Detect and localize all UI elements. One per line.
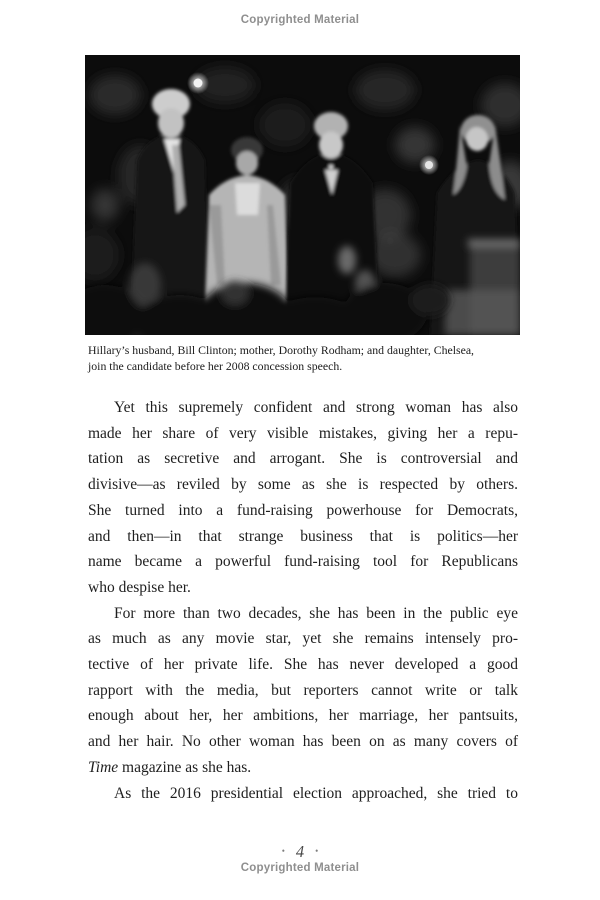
text-line: as much as any movie star, yet she remains intensely pro- [88, 630, 518, 648]
footer-dot-right: • [315, 846, 319, 856]
photo-caption-line: Hillary’s husband, Bill Clinton; mother, Dorothy Rodham; and daughter, Chelsea, [88, 343, 475, 357]
text-line: enough about her, her ambitions, her marriage, her pantsuits, [88, 707, 518, 725]
paragraph [88, 395, 518, 601]
text-line: Time magazine as she has. [88, 758, 252, 776]
page-number: 4 [295, 842, 305, 861]
text-line: For more than two decades, she has been in the public eye [114, 604, 518, 622]
text-line: and her hair. No other woman has been on as many covers of [88, 733, 518, 751]
text-line: name became a powerful fund-raising tool for Republicans [88, 553, 518, 571]
page-footer [0, 842, 600, 862]
text-line: tation as secretive and arrogant. She is controversial and [88, 450, 518, 468]
text-line: She turned into a fund-raising powerhouse for Democrats, [88, 501, 518, 519]
text-line: As the 2016 presidential election approached, she tried to [114, 784, 518, 802]
light-flare-top-core [194, 79, 203, 88]
photo-illustration [85, 55, 520, 335]
photo-caption-line: join the candidate before her 2008 concession speech. [88, 358, 343, 373]
copyright-notice-bottom: Copyrighted Material [240, 862, 360, 874]
body-text [88, 395, 518, 806]
copyright-notice-top: Copyrighted Material [240, 14, 360, 26]
text-line: tective of her private life. She has never developed a good [88, 656, 518, 674]
text-line: Yet this supremely confident and strong woman has also [114, 399, 518, 416]
photo [85, 55, 520, 335]
text-line: divisive—as reviled by some as she is respected by others. [88, 476, 518, 494]
light-flare-right-core [425, 161, 433, 169]
text-line: rapport with the media, but reporters cannot write or talk [88, 681, 518, 699]
text-line: and then—in that strange business that is politics—her [88, 527, 518, 545]
text-line: made her share of very visible mistakes, giving her a repu- [88, 424, 518, 442]
footer-dot-left: • [281, 846, 285, 856]
photo-caption [88, 343, 528, 374]
paragraph [88, 781, 518, 807]
paragraph [88, 601, 518, 781]
text-line: who despise her. [88, 578, 191, 596]
